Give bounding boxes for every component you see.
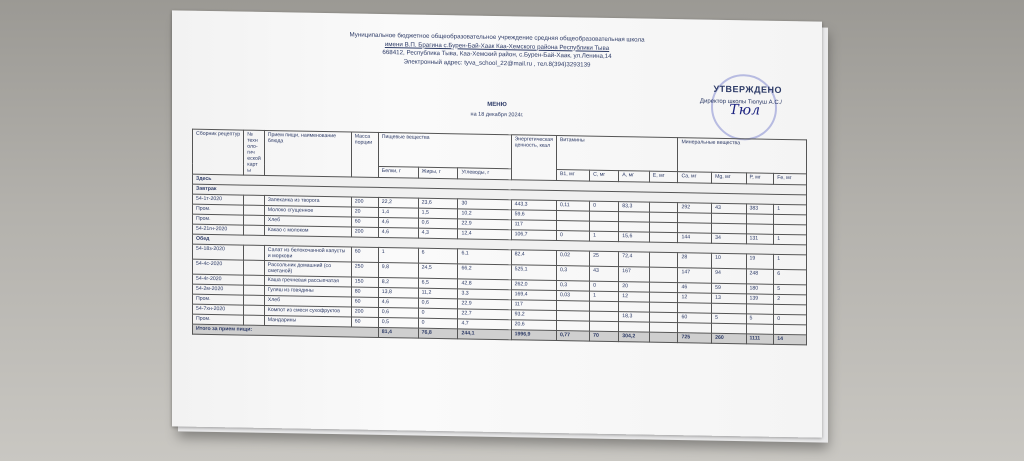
- table-cell: 54-4г-2020: [193, 274, 244, 285]
- table-cell: 8,2: [378, 277, 418, 288]
- col-a: А, мг: [619, 171, 650, 183]
- table-cell: Каша гречневая рассыпчатая: [264, 275, 351, 287]
- total-cell: 76,8: [418, 328, 458, 339]
- table-cell: 150: [351, 277, 378, 287]
- table-cell: [774, 224, 807, 235]
- table-cell: 117: [511, 300, 556, 311]
- table-cell: 6: [774, 269, 807, 285]
- table-cell: 0,03: [556, 291, 589, 302]
- table-cell: [556, 311, 589, 322]
- total-cell: 244,1: [458, 329, 511, 340]
- table-cell: 0: [590, 281, 619, 292]
- table-cell: [619, 212, 650, 223]
- table-cell: 12: [619, 292, 650, 303]
- table-cell: [244, 295, 265, 305]
- table-cell: 80: [351, 287, 378, 297]
- table-cell: 0,6: [418, 218, 458, 229]
- table-cell: 200: [351, 307, 378, 317]
- table-cell: 0: [418, 308, 458, 319]
- table-cell: [746, 214, 774, 224]
- table-cell: 1,4: [378, 207, 418, 218]
- section-day: Здесь: [193, 174, 807, 195]
- col-energy: Энергетическая ценность, ккал: [511, 135, 556, 181]
- table-cell: [649, 282, 678, 293]
- table-cell: 0,11: [556, 201, 589, 212]
- table-cell: 42,8: [458, 279, 511, 290]
- table-cell: [244, 305, 265, 315]
- header-line-2: имени В.П. Брагина с.Бурен-Бай-Хаак Каа-Хемского района Республики Тыва: [384, 40, 610, 52]
- table-cell: 20: [619, 282, 650, 293]
- table-cell: 4,3: [418, 228, 458, 239]
- table-cell: 54-7хн-2020: [193, 304, 244, 315]
- table-cell: 1,5: [418, 208, 458, 219]
- total-cell: 81,4: [378, 327, 418, 338]
- table-cell: 30: [458, 199, 511, 210]
- table-cell: Запеканка из творога: [264, 195, 351, 207]
- table-cell: [590, 301, 619, 312]
- table-cell: 4,6: [378, 217, 418, 228]
- table-cell: 66,2: [458, 264, 511, 280]
- col-ca: Ca, мг: [678, 172, 712, 184]
- col-nutrients: Пищевые вещества: [378, 132, 511, 168]
- table-cell: 19: [746, 254, 774, 269]
- table-cell: [244, 315, 265, 325]
- table-cell: 9,8: [378, 262, 418, 278]
- table-cell: Гуляш из говядины: [264, 285, 351, 297]
- menu-date: на 18 декабря 2024г.: [470, 111, 524, 119]
- col-b1: В1, мг: [556, 170, 589, 182]
- col-fat: Жиры, г: [418, 167, 458, 179]
- table-cell: 0,02: [556, 251, 589, 267]
- table-cell: 180: [746, 284, 774, 294]
- total-cell: [649, 332, 678, 343]
- table-cell: 443,3: [511, 200, 556, 211]
- table-cell: Хлеб: [264, 215, 351, 227]
- table-cell: [590, 321, 619, 332]
- col-mass: Масса порции: [351, 132, 378, 177]
- table-cell: [678, 303, 712, 314]
- table-cell: 15,6: [619, 232, 650, 243]
- table-cell: [746, 304, 774, 314]
- table-cell: 5: [746, 314, 774, 324]
- table-cell: [244, 225, 265, 235]
- table-cell: 6,5: [418, 278, 458, 289]
- table-cell: 0: [418, 318, 458, 329]
- table-cell: [619, 302, 650, 313]
- table-cell: 169,4: [511, 290, 556, 301]
- table-cell: 0,3: [556, 281, 589, 292]
- table-cell: [649, 322, 678, 333]
- approval-block: [692, 83, 782, 106]
- table-cell: [678, 323, 712, 334]
- table-cell: 60: [351, 297, 378, 307]
- table-cell: 11,2: [418, 288, 458, 299]
- table-cell: Рассольник домашний (со сметаной): [264, 260, 351, 277]
- table-cell: 262,0: [511, 280, 556, 291]
- table-cell: [590, 221, 619, 232]
- table-cell: 59: [712, 283, 746, 294]
- table-cell: 139: [746, 294, 774, 304]
- table-cell: 54-1т-2020: [193, 194, 244, 205]
- table-cell: [649, 232, 678, 243]
- table-cell: Компот из смеси сухофруктов: [264, 305, 351, 317]
- table-cell: 54-2м-2020: [193, 284, 244, 295]
- table-cell: 1: [774, 204, 807, 215]
- col-meal: Прием пищи, наименование блюда: [264, 130, 351, 177]
- table-cell: 59,6: [511, 210, 556, 221]
- col-c: С, мг: [590, 170, 619, 181]
- table-cell: 20: [351, 207, 378, 217]
- section-breakfast: Завтрак: [193, 184, 807, 205]
- table-cell: [649, 292, 678, 303]
- table-cell: 22,9: [458, 219, 511, 230]
- table-cell: 6,1: [458, 249, 511, 265]
- table-cell: 248: [746, 269, 774, 284]
- col-fe: Fe, мг: [774, 173, 807, 185]
- table-cell: 292: [678, 203, 712, 214]
- table-cell: [774, 304, 807, 315]
- table-cell: 167: [619, 267, 650, 283]
- total-cell: 14: [774, 334, 807, 345]
- table-cell: 20,6: [511, 320, 556, 331]
- table-cell: [244, 285, 265, 295]
- approval-name: Тюлуш А.С./: [747, 99, 782, 106]
- table-cell: 0: [774, 314, 807, 325]
- table-cell: 0: [556, 231, 589, 242]
- table-cell: [649, 302, 678, 313]
- approval-signer: Директор школы: [699, 98, 747, 106]
- total-cell: 70: [590, 331, 619, 342]
- total-cell: 1111: [746, 334, 774, 344]
- col-recipe: Сборник рецептур: [193, 129, 244, 175]
- total-cell: 260: [712, 333, 746, 344]
- header-line-1: Муниципальное бюджетное общеобразовательное учреждение средняя общеобразовательная школа: [349, 31, 645, 44]
- table-cell: 0,6: [378, 307, 418, 318]
- table-cell: [678, 213, 712, 224]
- col-e: Е, мг: [649, 171, 678, 182]
- table-cell: [746, 324, 774, 334]
- table-cell: [590, 311, 619, 322]
- table-cell: [649, 202, 678, 213]
- total-cell: 304,2: [619, 332, 650, 343]
- table-cell: 25: [590, 251, 619, 267]
- table-cell: 131: [746, 234, 774, 244]
- table-cell: 12: [678, 293, 712, 304]
- approval-title: УТВЕРЖДЕНО: [713, 83, 782, 95]
- table-cell: [649, 252, 678, 268]
- total-cell: 725: [678, 333, 712, 344]
- table-cell: 22,9: [458, 299, 511, 310]
- table-cell: 28: [678, 253, 712, 269]
- table-cell: [244, 205, 265, 215]
- table-cell: 200: [351, 197, 378, 207]
- table-cell: [712, 323, 746, 334]
- table-cell: 10,2: [458, 209, 511, 220]
- table-cell: Пром.: [193, 294, 244, 305]
- menu-title: МЕНЮ: [487, 101, 507, 109]
- table-cell: 24,5: [418, 263, 458, 279]
- section-lunch: Обед: [193, 234, 807, 255]
- table-cell: 5: [774, 284, 807, 295]
- table-cell: 0,3: [556, 266, 589, 282]
- table-cell: Салат из белокочанной капусты и моркови: [264, 245, 351, 262]
- table-cell: 54-4с-2020: [193, 259, 244, 275]
- table-cell: 72,4: [619, 252, 650, 268]
- table-cell: 0,5: [378, 317, 418, 328]
- table-cell: [712, 213, 746, 224]
- table-cell: [712, 223, 746, 234]
- table-cell: 4,6: [378, 297, 418, 308]
- col-carbs: Углеводы, г: [458, 168, 511, 180]
- table-cell: 13,8: [378, 287, 418, 298]
- table-cell: 43: [712, 203, 746, 214]
- header-line-4: Электронный адрес: tyva_school_22@mail.ru , тел.8(394)3293139: [403, 57, 591, 69]
- table-cell: 18,3: [619, 312, 650, 323]
- table-cell: 1: [774, 234, 807, 245]
- header-line-3: 668412, Республика Тыва, Каа-Хемский район, с.Бурен-Бай-Хаак, ул.Ленина,14: [382, 48, 612, 61]
- table-cell: Пром.: [193, 204, 244, 215]
- table-cell: 43: [590, 266, 619, 282]
- director-signature: Тюл: [729, 102, 760, 119]
- table-cell: [556, 221, 589, 232]
- table-cell: [590, 211, 619, 222]
- total-cell: 0,77: [556, 331, 589, 342]
- table-cell: Пром.: [193, 314, 244, 325]
- table-cell: 106,7: [511, 230, 556, 241]
- table-cell: 93,2: [511, 310, 556, 321]
- table-cell: 4,6: [378, 227, 418, 238]
- table-cell: [619, 322, 650, 333]
- table-cell: Мандарины: [264, 315, 351, 327]
- table-cell: Пром.: [193, 214, 244, 225]
- lunch-rows: [193, 244, 807, 335]
- col-vitamins: Витамины: [556, 136, 678, 172]
- table-cell: Какао с молоком: [264, 225, 351, 237]
- col-p: P, мг: [746, 173, 774, 184]
- table-cell: [649, 222, 678, 233]
- table-cell: 2: [774, 294, 807, 305]
- table-cell: 4,7: [458, 319, 511, 330]
- table-cell: [649, 267, 678, 283]
- table-cell: [619, 222, 650, 233]
- table-cell: [774, 214, 807, 225]
- table-cell: [244, 215, 265, 225]
- table-cell: 6: [418, 248, 458, 264]
- table-cell: 10: [712, 253, 746, 269]
- school-header: [172, 28, 822, 73]
- total-cell: 1996,9: [511, 330, 556, 341]
- table-cell: 1: [590, 291, 619, 302]
- table-cell: [746, 224, 774, 234]
- table-cell: [649, 312, 678, 323]
- table-cell: 3,3: [458, 289, 511, 300]
- col-minerals: Минеральные вещества: [678, 138, 807, 174]
- table-cell: 34: [712, 233, 746, 244]
- col-mg: Mg, мг: [712, 172, 746, 184]
- table-cell: 1: [378, 247, 418, 263]
- table-cell: Хлеб: [264, 295, 351, 307]
- table-cell: [556, 321, 589, 332]
- table-cell: 525,1: [511, 265, 556, 281]
- table-cell: [244, 195, 265, 205]
- table-cell: [556, 301, 589, 312]
- total-label: Итого за прием пищи:: [193, 324, 379, 337]
- table-cell: [774, 324, 807, 335]
- table-cell: 383: [746, 204, 774, 214]
- table-cell: 83,3: [619, 202, 650, 213]
- col-tech: № техн оло-гич еской карт ы: [244, 130, 265, 175]
- table-cell: 0,6: [418, 298, 458, 309]
- table-cell: 60: [351, 247, 378, 262]
- table-cell: [244, 260, 265, 275]
- table-cell: 200: [351, 227, 378, 237]
- table-cell: 13: [712, 293, 746, 304]
- table-cell: 5: [712, 313, 746, 324]
- table-cell: [712, 303, 746, 314]
- table-cell: 1: [774, 254, 807, 270]
- table-cell: 250: [351, 262, 378, 277]
- table-cell: Молоко сгущенное: [264, 205, 351, 217]
- table-cell: 60: [351, 317, 378, 327]
- table-cell: 22,7: [458, 309, 511, 320]
- table-cell: 144: [678, 233, 712, 244]
- table-cell: [556, 211, 589, 222]
- table-cell: 147: [678, 268, 712, 284]
- table-cell: [244, 275, 265, 285]
- table-cell: 60: [351, 217, 378, 227]
- table-cell: [678, 223, 712, 234]
- table-cell: 0: [590, 201, 619, 212]
- menu-table: [192, 129, 807, 346]
- col-protein: Белки, г: [378, 166, 418, 178]
- table-cell: 22,2: [378, 197, 418, 208]
- table-cell: 12,4: [458, 229, 511, 240]
- table-cell: 46: [678, 283, 712, 294]
- table-cell: 54-21гн-2020: [193, 224, 244, 235]
- table-cell: 82,4: [511, 250, 556, 266]
- table-cell: 54-18з-2020: [193, 244, 244, 260]
- table-cell: 94: [712, 268, 746, 284]
- table-cell: [244, 245, 265, 260]
- menu-document: [172, 10, 822, 437]
- table-cell: 60: [678, 313, 712, 324]
- table-cell: [649, 212, 678, 223]
- table-cell: 1: [590, 231, 619, 242]
- table-cell: 23,6: [418, 198, 458, 209]
- table-cell: 117: [511, 220, 556, 231]
